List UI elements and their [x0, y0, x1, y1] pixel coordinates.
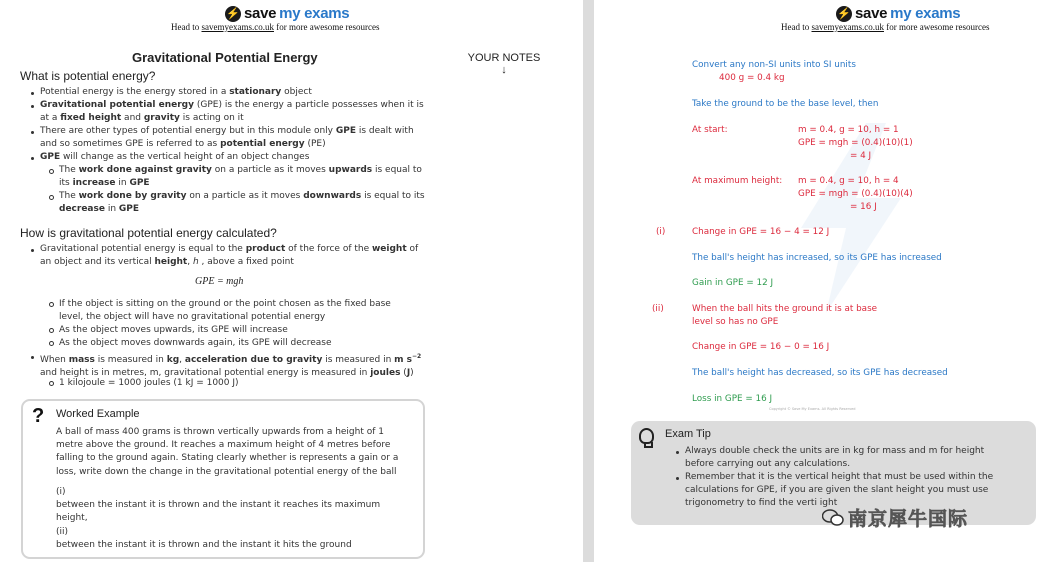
part-ii-change: Change in GPE = 16 − 0 = 16 J	[692, 342, 830, 352]
convert-units-note: Convert any non-SI units into SI units	[692, 60, 856, 70]
at-max-result: = 16 J	[850, 202, 877, 212]
down-arrow-icon: ↓	[501, 64, 507, 76]
convert-units-value: 400 g = 0.4 kg	[719, 73, 785, 83]
lightning-icon: ⚡	[836, 6, 852, 22]
part-ii-line1: When the ball hits the ground it is at base	[692, 304, 878, 314]
subbullet-moves-up: As the object moves upwards, its GPE will increase	[59, 325, 288, 335]
part-ii-label: (ii)	[652, 304, 664, 314]
bullet-gpe-equals: Gravitational potential energy is equal to the product of the force of the weight of an object and its vertical height, h , above a fixed point	[40, 244, 419, 268]
head-to-link[interactable]: savemyexams.co.uk	[201, 22, 274, 32]
section-heading-what: What is potential energy?	[20, 69, 156, 83]
part-ii-result: Loss in GPE = 16 J	[692, 394, 773, 404]
lightbulb-icon	[639, 428, 654, 444]
part-i-label: (i)	[656, 227, 666, 237]
worked-example-box	[21, 399, 425, 559]
section-heading-how: How is gravitational potential energy calculated?	[20, 226, 277, 240]
part-ii-note: The ball's height has decreased, so its GPE has decreased	[692, 368, 948, 378]
head-to-line-right: Head to savemyexams.co.uk for more awesome resources	[781, 22, 990, 32]
part-i-note: The ball's height has increased, so its GPE has increased	[692, 253, 942, 263]
subbullet-work-by: The work done by gravity on a particle as it moves downwards is equal to its decrease in GPE	[59, 191, 425, 215]
subbullet-work-against: The work done against gravity on a particle as it moves upwards is equal to its increase in GPE	[59, 165, 422, 189]
at-max-values: m = 0.4, g = 10, h = 4	[798, 176, 899, 186]
right-page	[594, 0, 1055, 562]
wechat-icon	[822, 509, 844, 527]
worked-example-question: A ball of mass 400 grams is thrown vertically upwards from a height of 1 metre above the ground. It reaches a maximum height of 4 metres before falling to the ground again. Stating clearly whether is represents a gain or a loss, write down the change in the gravitational potential energy of the ball	[56, 427, 399, 477]
exam-tip-bullet-vertical: Remember that it is the vertical height that must be used within the calculations for GPE, if you are given the slant height you must use trigonometry to find the verti ight	[685, 472, 994, 509]
page-gutter	[583, 0, 594, 562]
bullet-gpe-changes: GPE will change as the vertical height of an object changes	[40, 152, 310, 162]
brand-logo-right[interactable]: ⚡ save my exams	[837, 5, 961, 22]
worked-example-parts: (i) between the instant it is thrown and the instant it reaches its maximum height, (ii) between the instant it is thrown and the instant it hits the ground	[56, 487, 381, 550]
part-i-change: Change in GPE = 16 − 4 = 12 J	[692, 227, 830, 237]
question-mark-icon: ?	[32, 405, 45, 427]
head-to-line: Head to savemyexams.co.uk for more awesome resources	[171, 22, 380, 32]
at-start-label: At start:	[692, 125, 728, 135]
at-start-values: m = 0.4, g = 10, h = 1	[798, 125, 899, 135]
at-start-result: = 4 J	[850, 151, 872, 161]
at-max-gpe: GPE = mgh = (0.4)(10)(4)	[798, 189, 913, 199]
gpe-formula: GPE = mgh	[195, 276, 244, 287]
copyright-note: Copyright © Save My Exams. All Rights Reserved	[769, 407, 856, 411]
brand-logo[interactable]	[225, 5, 349, 22]
at-max-label: At maximum height:	[692, 176, 783, 186]
page-title: Gravitational Potential Energy	[132, 50, 318, 65]
bullet-pe-definition: Potential energy is the energy stored in a stationary object	[40, 87, 312, 97]
brand-name-part1: save	[244, 5, 277, 22]
lightning-icon: ⚡	[225, 6, 241, 22]
wechat-watermark	[822, 504, 968, 531]
part-ii-line2: level so has no GPE	[692, 317, 779, 327]
exam-tip-bullet-units: Always double check the units are in kg for mass and m for height before carrying out any calculations.	[685, 446, 985, 470]
subbullet-sitting-ground: If the object is sitting on the ground or the point chosen as the fixed base level, the object will have no gravitational potential energy	[59, 299, 391, 323]
worked-example-title: Worked Example	[56, 408, 140, 420]
bullet-gpe-definition: Gravitational potential energy (GPE) is the energy a particle possesses when it is at a fixed height and gravity is acting on it	[40, 100, 424, 124]
bullet-units: When mass is measured in kg, acceleration due to gravity is measured in m $s^{-2}$ and height is in metres, m, gravitational potential energy is measured in joules (J)	[40, 353, 422, 379]
subbullet-kilojoule: 1 kilojoule = 1000 joules (1 kJ = 1000 J)	[59, 378, 239, 388]
brand-name-part2: my exams	[279, 5, 350, 22]
at-start-gpe: GPE = mgh = (0.4)(10)(1)	[798, 138, 913, 148]
base-level-note: Take the ground to be the base level, then	[692, 99, 879, 109]
your-notes-label: YOUR NOTES ↓	[462, 52, 546, 76]
subbullet-moves-down: As the object moves downwards again, its GPE will decrease	[59, 338, 332, 348]
bullet-other-types: There are other types of potential energy but in this module only GPE is dealt with and so sometimes GPE is referred to as potential energy (PE)	[40, 126, 414, 150]
wechat-label: 南京犀牛国际	[848, 508, 969, 530]
part-i-result: Gain in GPE = 12 J	[692, 278, 774, 288]
exam-tip-title: Exam Tip	[665, 428, 711, 440]
head-to-link-right[interactable]: savemyexams.co.uk	[811, 22, 884, 32]
